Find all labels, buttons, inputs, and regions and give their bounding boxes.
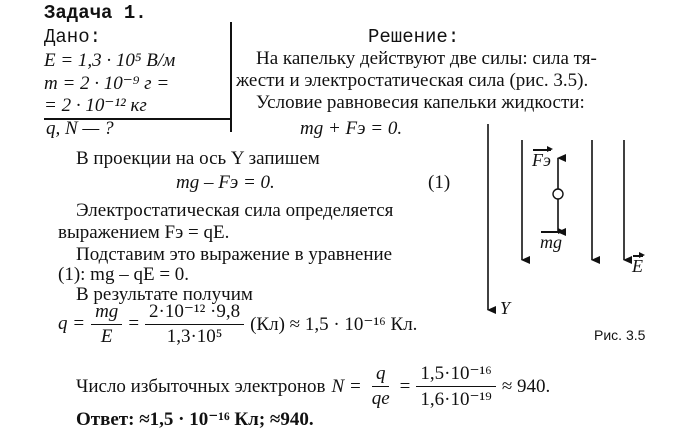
formula-n-numeric-fraction xyxy=(416,362,495,411)
formula-q-symbolic-numerator: mg xyxy=(91,301,122,325)
formula-q-numeric-denominator: 1,3·10⁵ xyxy=(166,326,223,347)
droplet-icon xyxy=(553,189,563,199)
formula-q xyxy=(58,300,417,348)
answer-text: ≈1,5 · 10⁻¹⁶ Кл; ≈940. xyxy=(139,409,314,430)
formula-n-text: Число избыточных электронов xyxy=(76,375,326,397)
solution-paragraph-5a: Подставим это выражение в уравнение xyxy=(76,244,393,265)
formula-n-numeric-denominator: 1,6·10⁻¹⁹ xyxy=(420,389,492,410)
equation-1-number: (1) xyxy=(428,172,451,193)
solution-paragraph-1b: жести и электростатическая сила (рис. 3.5). xyxy=(236,70,589,91)
formula-n-symbolic-numerator: q xyxy=(372,363,390,387)
equation-1: mg – Fэ = 0. xyxy=(176,172,275,193)
solution-paragraph-5b: (1): mg – qE = 0. xyxy=(58,264,190,285)
figure-label-field xyxy=(632,256,643,277)
answer xyxy=(76,408,314,431)
figure-label-gravity-text: mg xyxy=(540,232,562,252)
formula-n-equals: = xyxy=(399,375,411,397)
figure-label-gravity xyxy=(540,232,562,253)
given-line-3: = 2 · 10⁻¹² кг xyxy=(44,95,147,116)
figure-label-electric-force-text: Fэ xyxy=(532,150,551,170)
solution-paragraph-3: В проекции на ось Y запишем xyxy=(76,148,320,169)
formula-n-numeric-numerator: 1,5·10⁻¹⁶ xyxy=(416,362,495,387)
formula-n-symbolic-fraction xyxy=(368,363,394,410)
figure-label-field-text: E xyxy=(632,256,643,276)
formula-q-symbolic-denominator: E xyxy=(100,325,113,347)
figure-caption: Рис. 3.5 xyxy=(594,327,646,343)
formula-n xyxy=(76,362,550,411)
figure-label-electric-force xyxy=(532,150,551,171)
solution-header: Решение: xyxy=(368,26,460,48)
equation-balance: mg + Fэ = 0. xyxy=(300,118,403,139)
formula-q-symbolic-fraction xyxy=(91,301,122,348)
solution-paragraph-1a: На капельку действуют две силы: сила тя- xyxy=(256,48,597,69)
formula-n-result: ≈ 940. xyxy=(501,375,551,397)
figure-label-y-axis: Y xyxy=(500,298,511,318)
given-line-2: m = 2 · 10⁻⁹ г = xyxy=(44,73,170,94)
formula-q-lhs: q = xyxy=(58,313,86,334)
answer-label: Ответ: xyxy=(76,409,135,430)
formula-q-numeric-numerator: 2·10⁻¹² ·9,8 xyxy=(145,300,244,325)
solution-paragraph-4b: выражением Fэ = qE. xyxy=(58,222,230,243)
given-unknown: q, N — ? xyxy=(46,118,114,139)
given-line-1: E = 1,3 · 10⁵ В/м xyxy=(44,50,176,71)
given-divider-vertical xyxy=(230,22,232,132)
formula-q-numeric-fraction xyxy=(145,300,244,348)
solution-paragraph-6: В результате получим xyxy=(76,284,253,305)
formula-n-lhs: N = xyxy=(331,375,362,397)
formula-q-result: (Кл) ≈ 1,5 · 10⁻¹⁶ Кл. xyxy=(250,313,418,335)
solution-paragraph-4a: Электростатическая сила определяется xyxy=(76,200,394,221)
formula-n-symbolic-denominator: qe xyxy=(371,388,390,409)
given-header: Дано: xyxy=(44,26,102,48)
problem-title: Задача 1. xyxy=(44,2,147,24)
solution-paragraph-2: Условие равновесия капельки жидкости: xyxy=(256,92,585,113)
formula-q-equals: = xyxy=(128,313,140,334)
